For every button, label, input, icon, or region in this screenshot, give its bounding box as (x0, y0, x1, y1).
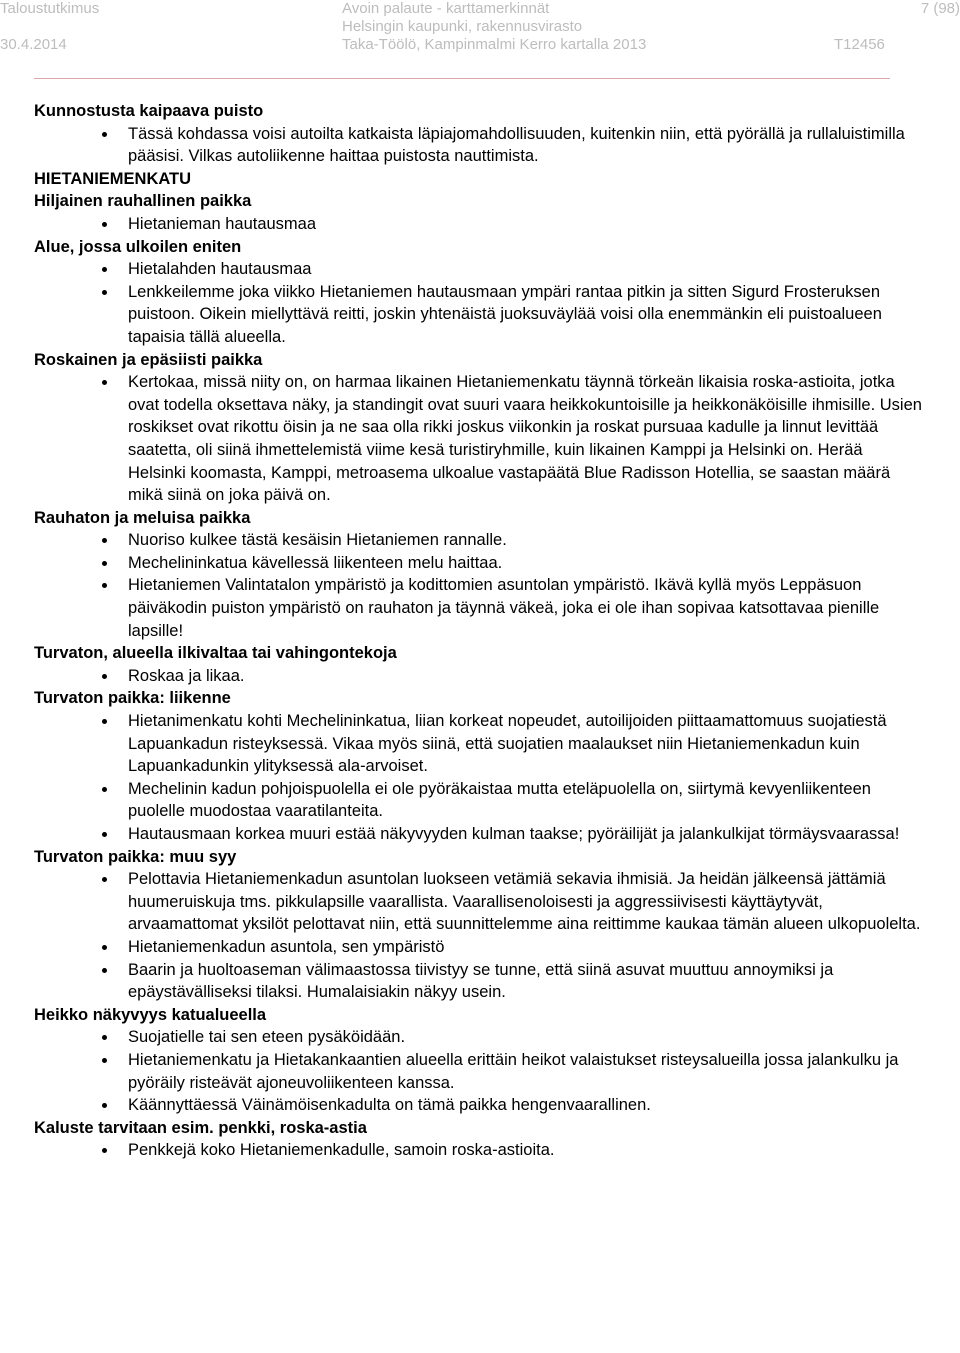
list-item: Käännyttäessä Väinämöisenkadulta on tämä paikka hengenvaarallinen. (34, 1094, 924, 1117)
header-report-title: Avoin palaute - karttamerkinnät (342, 0, 550, 17)
list-item: Hautausmaan korkea muuri estää näkyvyyden kulman taakse; pyöräilijät ja jalankulkijat törmäysvaarassa! (34, 823, 924, 846)
header-date: 30.4.2014 (0, 36, 67, 53)
header-project-code: T12456 (834, 36, 885, 53)
list-item: Hietaniemenkatu ja Hietakankaantien alueella erittäin heikot valaistukset risteysalueilla jossa jalankulku ja pyöräily risteävät ajoneuvoliikenteen kanssa. (34, 1049, 924, 1094)
list-item: Nuoriso kulkee tästä kesäisin Hietaniemen rannalle. (34, 529, 924, 552)
header-page-number: 7 (98) (920, 0, 960, 17)
bullet-list (34, 371, 924, 507)
list-item: Tässä kohdassa voisi autoilta katkaista läpiajomahdollisuuden, kuitenkin niin, että pyörällä ja rullaluistimilla pääsisi. Vilkas autoliikenne haittaa puistosta nauttimista. (34, 123, 924, 168)
bullet-list (34, 665, 924, 688)
list-item: Mechelinin kadun pohjoispuolella ei ole pyöräkaistaa mutta eteläpuolella on, siirtymä kevyenliikenteen puolelle muodostaa vaaratilanteita. (34, 778, 924, 823)
bullet-list (34, 868, 924, 1004)
section-heading: Turvaton paikka: liikenne (34, 689, 231, 708)
section-heading: Heikko näkyvyys katualueella (34, 1005, 267, 1024)
header-area: Taka-Töölö, Kampinmalmi Kerro kartalla 2013 (342, 36, 647, 53)
section-heading: Alue, jossa ulkoilen eniten (34, 237, 242, 256)
section-heading: Rauhaton ja meluisa paikka (34, 508, 251, 527)
bullet-list (34, 710, 924, 846)
list-item: Baarin ja huoltoaseman välimaastossa tiivistyy se tunne, että siinä asuvat muuttuu annoymiksi ja epäystävälliseksi tilaksi. Humalaisiakin näkyy usein. (34, 959, 924, 1004)
list-item: Penkkejä koko Hietaniemenkadulle, samoin roska-astioita. (34, 1139, 924, 1162)
bullet-list (34, 258, 924, 348)
list-item: Lenkkeilemme joka viikko Hietaniemen hautausmaan ympäri rantaa pitkin ja sitten Sigurd Frosteruksen puistoon. Oikein miellyttävä reitti, joskin yhtenäistä juoksuväylää voisi olla enemmänkin eli puistoalueen tapaisia tällä alueella. (34, 281, 924, 349)
list-item: Mechelininkatua kävellessä liikenteen melu haittaa. (34, 552, 924, 575)
header-client: Helsingin kaupunki, rakennusvirasto (342, 18, 583, 35)
bullet-list (34, 529, 924, 642)
list-item: Hietaniemen Valintatalon ympäristö ja kodittomien asuntolan ympäristö. Ikävä kyllä myös Leppäsuon päiväkodin puiston ympäristö on rauhaton ja täynnä väkeä, joka ei ole ihan sopivaa katsottavaa pienille lapsille! (34, 574, 924, 642)
section-heading: Kunnostusta kaipaava puisto (34, 102, 264, 120)
bullet-list (34, 1026, 924, 1116)
list-item: Roskaa ja likaa. (34, 665, 924, 688)
list-item: Hietanimenkatu kohti Mechelininkatua, liian korkeat nopeudet, autoilijoiden piittaamattomuus suojatiestä Lapuankadun risteyksessä. Vikaa myös siinä, että suojatien maalaukset niin Hietaniemenkadun kuin Lapuankadunkin ylityksessä ala-arvoiset. (34, 710, 924, 778)
list-item: Kertokaa, missä niity on, on harmaa likainen Hietaniemenkatu täynnä törkeän likaisia roska-astioita, jotka ovat todella oksettava näky, ja standingit ovat suuri vaara heikkokuntoisille ja heikkonäköisille ihmisille. Usien roskikset ovat rikottu öisin ja ne saa olla rikki joskus viikonkin ja roskat pursuaa kadulle ja linnut levittää saatetta, oli siinä ihmettelemistä viime kesä turistiryhmille, kuin likainen Kamppi ja Helsinki on. Herää Helsinki koomasta, Kamppi, metroasema ulkoalue vastapäätä Blue Radisson Hotellia, se saastan määrä mikä siinä on joka päivä on. (34, 371, 924, 507)
section-heading: Kaluste tarvitaan esim. penkki, roska-astia (34, 1118, 367, 1137)
section-heading: HIETANIEMENKATU (34, 169, 192, 188)
list-item: Hietaniemenkadun asuntola, sen ympäristö (34, 936, 924, 959)
section-heading: Roskainen ja epäsiisti paikka (34, 350, 263, 369)
header-org: Taloustutkimus (0, 0, 100, 17)
bullet-list (34, 1139, 924, 1162)
section-heading: Turvaton, alueella ilkivaltaa tai vahingontekoja (34, 644, 397, 663)
section-heading: Turvaton paikka: muu syy (34, 847, 237, 866)
header-divider (34, 78, 890, 79)
list-item: Pelottavia Hietaniemenkadun asuntolan luokseen vetämiä sekavia ihmisiä. Ja heidän jälkeensä jättämiä huumeruiskuja tms. pikkulapsille vaarallista. Vaarallisenoloisesti ja aggressiivisesti käyttäytyvät, arvaamattomat yksilöt pelottavat niin, että suunnittelemme aina reittimme kaukaa tämän alueen ulkopuolelta. (34, 868, 924, 936)
list-item: Hietalahden hautausmaa (34, 258, 924, 281)
bullet-list (34, 213, 924, 236)
list-item: Suojatielle tai sen eteen pysäköidään. (34, 1026, 924, 1049)
section-heading: Hiljainen rauhallinen paikka (34, 192, 252, 211)
list-item: Hietanieman hautausmaa (34, 213, 924, 236)
bullet-list (34, 123, 924, 168)
document-body (34, 100, 924, 1162)
